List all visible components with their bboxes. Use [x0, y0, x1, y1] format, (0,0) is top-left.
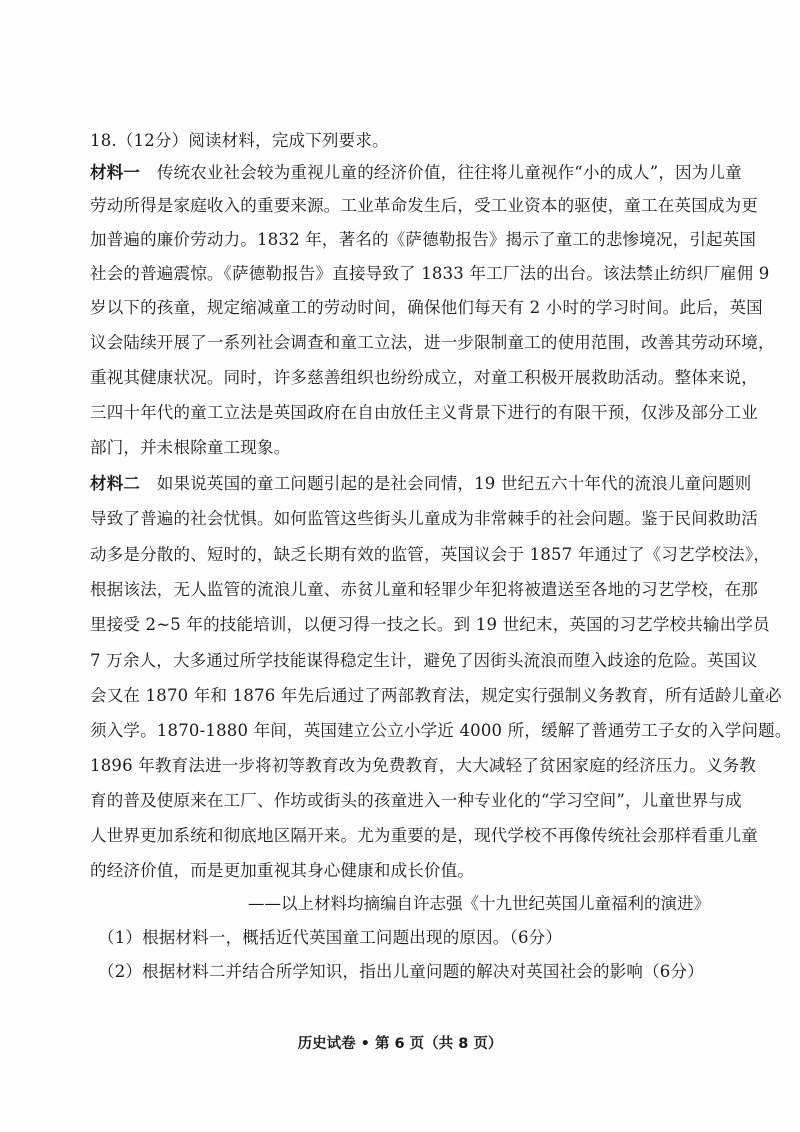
material2-line-3: 动多是分散的、短时的，缺乏长期有效的监管，英国议会于 1857 年通过了《习艺学校法》， — [90, 545, 771, 564]
material1-line-7: 重视其健康状况。同时，许多慈善组织也纷纷成立，对童工积极开展救助活动。整体来说， — [90, 368, 758, 387]
material2-line-6: 7 万余人，大多通过所学技能谋得稳定生计，避免了因街头流浪而堕入歧途的危险。英国议 — [90, 651, 758, 670]
material1-line-8: 三四十年代的童工立法是英国政府在自由放任主义背景下进行的有限干预，仅涉及部分工业 — [90, 403, 758, 422]
material2-line-1: 材料二 如果说英国的童工问题引起的是社会同情，19 世纪五六十年代的流浪儿童问题则 — [90, 474, 752, 493]
question-header: 18.（12分）阅读材料，完成下列要求。 — [90, 131, 389, 150]
material2-line-9: 1896 年教育法进一步将初等教育改为免费教育，大大减轻了贫困家庭的经济压力。义务教 — [90, 756, 757, 775]
material1-line-5: 岁以下的孩童，规定缩减童工的劳动时间，确保他们每天有 2 小时的学习时间。此后，英国 — [90, 298, 763, 317]
sub-question-2: （2）根据材料二并结合所学知识，指出儿童问题的解决对英国社会的影响（6分） — [98, 962, 704, 981]
page-footer: 历史试卷 • 第 6 页（共 8 页） — [297, 1036, 503, 1052]
material-source: ——以上材料均摘编自许志强《十九世纪英国儿童福利的演进》 — [248, 894, 710, 913]
material2-line-7: 会又在 1870 年和 1876 年先后通过了两部教育法，规定实行强制义务教育，所有适龄儿童必 — [90, 686, 782, 705]
material1-line-2: 劳动所得是家庭收入的重要来源。工业革命发生后，受工业资本的驱使，童工在英国成为更 — [90, 196, 758, 215]
material2-line-2: 导致了普遍的社会忧惧。如何监管这些街头儿童成为非常棘手的社会问题。鉴于民间救助活 — [90, 509, 758, 528]
material2-line-5: 里接受 2~5 年的技能培训，以便习得一技之长。到 19 世纪末，英国的习艺学校共输出学员 — [90, 615, 770, 634]
material2-label: 材料二 — [90, 474, 141, 493]
material1-line-4: 社会的普遍震惊。《萨德勒报告》直接导致了 1833 年工厂法的出台。该法禁止纺织厂雇佣 9 — [90, 264, 770, 283]
sub-question-1: （1）根据材料一，概括近代英国童工问题出现的原因。（6分） — [98, 928, 563, 947]
material1-line-9: 部门，并未根除童工现象。 — [90, 438, 291, 457]
material2-line-4: 根据该法，无人监管的流浪儿童、赤贫儿童和轻罪少年犯将被遣送至各地的习艺学校，在那 — [90, 580, 758, 599]
material1-line-6: 议会陆续开展了一系列社会调查和童工立法，进一步限制童工的使用范围，改善其劳动环境， — [90, 333, 775, 352]
material2-line-8: 须入学。1870-1880 年间，英国建立公立小学近 4000 所，缓解了普通劳工子女的入学问题。 — [90, 721, 792, 740]
material2-line-11: 人世界更加系统和彻底地区隔开来。尤为重要的是，现代学校不再像传统社会那样看重儿童 — [90, 826, 758, 845]
material2-line-10: 育的普及使原来在工厂、作坊或街头的孩童进入一种专业化的“学习空间”，儿童世界与成 — [90, 791, 742, 810]
material1-line-3: 加普遍的廉价劳动力。1832 年，著名的《萨德勒报告》揭示了童工的悲惨境况，引起英国 — [90, 230, 757, 249]
material2-line-12: 的经济价值，而是更加重视其身心健康和成长价值。 — [90, 861, 475, 880]
material1-line-1: 材料一 传统农业社会较为重视儿童的经济价值，往往将儿童视作“小的成人”，因为儿童 — [90, 163, 742, 182]
material1-label: 材料一 — [90, 163, 141, 182]
